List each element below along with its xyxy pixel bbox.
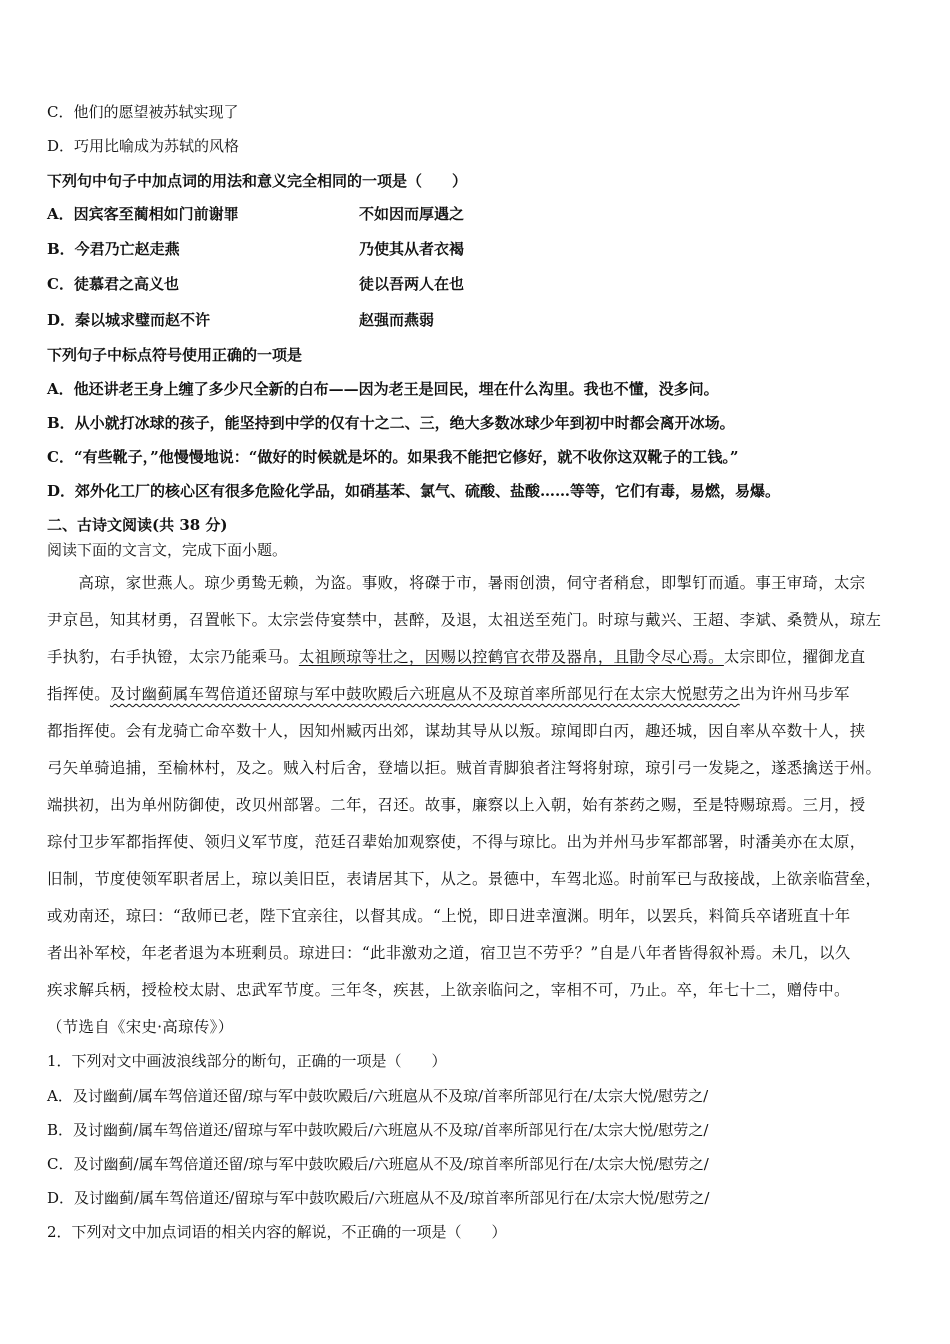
passage-line: 琮付卫步军都指挥使、领归义军节度，范廷召辈始加观察使，不得与琼比。出为并州马步军都部署，时潘美亦在太原， (47, 833, 866, 851)
punctuation-option-c: C．“有些靴子，”他慢慢地说：“做好的时候就是坏的。如果我不能把它修好，就不收你这双靴子的工钱。” (47, 448, 739, 466)
option-left: A．因宾客至蔺相如门前谢罪 (47, 205, 239, 223)
punctuation-option-b: B．从小就打冰球的孩子，能坚持到中学的仅有十之二、三，绝大多数冰球少年到初中时都会离开冰场。 (47, 414, 735, 432)
passage-line: 都指挥使。会有龙骑亡命卒数十人，因知州臧丙出郊，谋劫其导从以叛。琼闻即白丙，趣还城，因自率从卒数十人，挟 (47, 722, 866, 740)
option-left: C．徒慕君之高义也 (47, 275, 179, 293)
wavy-underlined-sentence: 及讨幽蓟属车驾倍道还留琼与军中鼓吹殿后六班扈从不及琼首率所部见行在太宗大悦慰劳之 (109, 685, 740, 703)
option-right: 乃使其从者衣褐 (359, 240, 465, 258)
passage-line: 或劝南还，琼曰：“敌师已老，陛下宜亲往，以督其成。“上悦，即日进幸澶渊。明年，以罢兵，料简兵卒诸班直十年 (47, 907, 851, 925)
question-stem-punctuation: 下列句子中标点符号使用正确的一项是 (47, 346, 303, 364)
q2-stem: 2．下列对文中加点词语的相关内容的解说，不正确的一项是（ ） (47, 1223, 507, 1241)
passage-line: 高琼，家世燕人。琼少勇鸷无赖，为盗。事败，将磔于市，暑雨创溃，伺守者稍怠，即掣钉而遁。事王审琦，太宗 (47, 574, 866, 592)
question-stem-function-words: 下列句中句子中加点词的用法和意义完全相同的一项是（ ） (47, 172, 468, 190)
punctuation-option-d: D．郊外化工厂的核心区有很多危险化学品，如硝基苯、氯气、硫酸、盐酸……等等，它们有毒，易燃，易爆。 (47, 482, 781, 500)
section-title: 二、古诗文阅读(共 38 分) (47, 516, 228, 534)
punctuation-option-a: A．他还讲老王身上缠了多少尺全新的白布——因为老王是回民，埋在什么沟里。我也不懂，没多问。 (47, 380, 719, 398)
option-row (47, 273, 464, 295)
passage-line: 旧制，节度使领军职者居上，琼以美旧臣，表请居其下，从之。景德中，车驾北巡。时前军已与敌接战，上欲亲临营垒， (47, 870, 882, 888)
option-left: D．秦以城求璧而赵不许 (47, 311, 211, 329)
option-left: B．今君乃亡赵走燕 (47, 240, 180, 258)
prev-option-c: C．他们的愿望被苏轼实现了 (47, 103, 239, 121)
q1-option-c: C．及讨幽蓟/属车驾倍道还留/琼与军中鼓吹殿后/六班扈从不及/琼首率所部见行在/太宗大悦/慰劳之/ (47, 1155, 709, 1173)
passage-line: 者出补军校，年老者退为本班剩员。琼进曰：“此非激劝之道，宿卫岂不劳乎？”自是八年者皆得叙补焉。未几，以久 (47, 944, 851, 962)
q1-option-b: B．及讨幽蓟/属车驾倍道还/留琼与军中鼓吹殿后/六班扈从不及琼/首率所部见行在/太宗大悦/慰劳之/ (47, 1121, 709, 1139)
passage-line: 疾求解兵柄，授检校太尉、忠武军节度。三年冬，疾甚，上欲亲临问之，宰相不可，乃止。卒，年七十二，赠侍中。 (47, 981, 850, 999)
q1-stem: 1．下列对文中画波浪线部分的断句，正确的一项是（ ） (47, 1052, 447, 1070)
option-right: 赵强而燕弱 (359, 311, 435, 329)
passage-line: 尹京邑，知其材勇，召置帐下。太宗尝侍宴禁中，甚醉，及退，太祖送至苑门。时琼与戴兴、王超、李斌、桑赞从，琼左 (47, 611, 882, 629)
section-instruction: 阅读下面的文言文，完成下面小题。 (47, 541, 288, 559)
passage-source: （节选自《宋史·高琼传》） (47, 1018, 234, 1036)
option-right: 徒以吾两人在也 (359, 275, 465, 293)
option-row (47, 238, 464, 260)
prev-option-d: D．巧用比喻成为苏轼的风格 (47, 137, 240, 155)
passage-line: 弓矢单骑追捕，至榆林村，及之。贼入村后舍，登墙以拒。贼首青脚狼者注弩将射琼，琼引弓一发毙之，遂悉擒送于州。 (47, 759, 882, 777)
passage-line: 端拱初，出为单州防御使，改贝州部署。二年，召还。故事，廉察以上入朝，始有茶药之赐，至是特赐琼焉。三月，授 (47, 796, 866, 814)
q1-option-d: D．及讨幽蓟/属车驾倍道还/留琼与军中鼓吹殿后/六班扈从不及/琼首率所部见行在/太宗大悦/慰劳之/ (47, 1189, 710, 1207)
q1-option-a: A．及讨幽蓟/属车驾倍道还留/琼与军中鼓吹殿后/六班扈从不及琼/首率所部见行在/太宗大悦/慰劳之/ (47, 1087, 709, 1105)
passage-line: 手执豹，右手执镫，太宗乃能乘马。太祖顾琼等壮之，因赐以控鹤官衣带及器帛，且勖令尽心焉。太宗即位，擢御龙直 (47, 648, 866, 666)
option-row (47, 203, 464, 225)
underlined-sentence: 太祖顾琼等壮之，因赐以控鹤官衣带及器帛，且勖令尽心焉。 (298, 648, 724, 666)
option-row (47, 309, 434, 331)
passage-line: 指挥使。及讨幽蓟属车驾倍道还留琼与军中鼓吹殿后六班扈从不及琼首率所部见行在太宗大悦慰劳之出为许州马步军 (47, 685, 850, 703)
option-right: 不如因而厚遇之 (359, 205, 465, 223)
